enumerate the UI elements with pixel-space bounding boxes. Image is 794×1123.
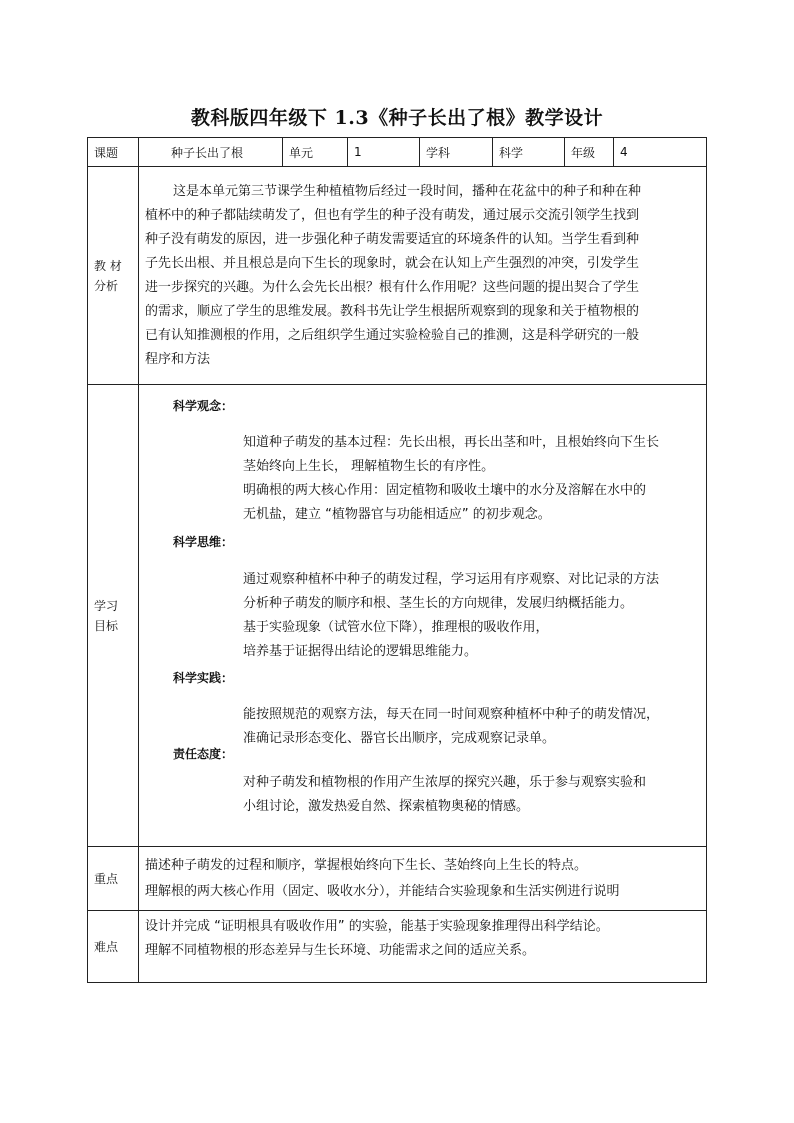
goals-label-line2: 目标 xyxy=(94,618,119,633)
analysis-label-line2: 分析 xyxy=(94,278,119,293)
analysis-row xyxy=(88,167,707,385)
unit-label: 单元 xyxy=(283,138,348,167)
key-point-line: 理解根的两大核心作用（固定、吸收水分），并能结合实验现象和生活实例进行说明 xyxy=(145,883,620,899)
grade-label: 年级 xyxy=(565,138,614,167)
goals-label-line1: 学习 xyxy=(94,598,119,613)
thinking-line: 通过观察种植杯中种子的萌发过程，学习运用有序观察、对比记录的方法 xyxy=(243,572,660,587)
analysis-line: 进一步探究的兴趣。为什么会先长出根？根有什么作用呢？这些问题的提出契合了学生 xyxy=(145,279,640,295)
analysis-line: 子先长出根、并且根总是向下生长的现象时，就会在认知上产生强烈的冲突，引发学生 xyxy=(145,255,640,271)
unit-value: 1 xyxy=(348,138,420,167)
concept-line: 明确根的两大核心作用：固定植物和吸收土壤中的水分及溶解在水中的 xyxy=(243,483,647,498)
difficulties-label: 难点 xyxy=(88,911,139,983)
topic-value: 种子长出了根 xyxy=(139,138,283,167)
analysis-line: 程序和方法 xyxy=(145,351,211,367)
analysis-line: 种子没有萌发的原因，进一步强化种子萌发需要适宜的环境条件的认知。当学生看到种 xyxy=(145,231,640,247)
thinking-line: 培养基于证据得出结论的逻辑思维能力。 xyxy=(243,644,478,659)
header-row xyxy=(88,138,707,167)
attitude-line: 小组讨论，激发热爱自然、探索植物奥秘的情感。 xyxy=(243,799,530,814)
concept-line: 茎始终向上生长， 理解植物生长的有序性。 xyxy=(243,459,495,474)
subject-label: 学科 xyxy=(420,138,493,167)
attitude-heading: 责任态度： xyxy=(173,747,234,761)
difficulty-line: 理解不同植物根的形态差异与生长环境、功能需求之间的适应关系。 xyxy=(145,943,536,958)
analysis-line: 这是本单元第三节课学生种植植物后经过一段时间，播种在花盆中的种子和种在种 xyxy=(173,183,642,199)
thinking-heading: 科学思维： xyxy=(173,535,234,549)
key-point-line: 描述种子萌发的过程和顺序，掌握根始终向下生长、茎始终向上生长的特点。 xyxy=(145,857,588,873)
practice-heading: 科学实践： xyxy=(173,671,234,685)
analysis-line: 的需求，顺应了学生的思维发展。教科书先让学生根据所观察到的现象和关于植物根的 xyxy=(145,303,640,319)
practice-line: 能按照规范的观察方法，每天在同一时间观察种植杯中种子的萌发情况， xyxy=(243,707,660,722)
difficulties-row xyxy=(88,911,707,983)
analysis-text xyxy=(139,167,707,385)
analysis-label xyxy=(88,167,139,385)
goals-row xyxy=(88,385,707,847)
goals-content xyxy=(139,385,707,847)
analysis-line: 已有认知推测根的作用，之后组织学生通过实验检验自己的推测，这是科学研究的一般 xyxy=(145,327,640,343)
difficulty-line: 设计并完成 “证明根具有吸收作用” 的实验，能基于实验现象推理得出科学结论。 xyxy=(145,919,609,934)
practice-line: 准确记录形态变化、器官长出顺序，完成观察记录单。 xyxy=(243,731,556,746)
thinking-line: 分析种子萌发的顺序和根、茎生长的方向规律，发展归纳概括能力。 xyxy=(243,596,634,611)
grade-value: 4 xyxy=(614,138,707,167)
lesson-plan-table xyxy=(87,137,707,983)
goals-label xyxy=(88,385,139,847)
analysis-line: 植杯中的种子都陆续萌发了，但也有学生的种子没有萌发，通过展示交流引领学生找到 xyxy=(145,207,640,223)
concept-heading: 科学观念： xyxy=(173,399,234,413)
page-title: 教科版四年级下 1.3《种子长出了根》教学设计 xyxy=(190,107,604,129)
subject-value: 科学 xyxy=(493,138,565,167)
attitude-line: 对种子萌发和植物根的作用产生浓厚的探究兴趣，乐于参与观察实验和 xyxy=(243,775,647,790)
key-points-text xyxy=(139,847,707,911)
topic-label: 课题 xyxy=(88,138,139,167)
thinking-line: 基于实验现象（试管水位下降），推理根的吸收作用， xyxy=(243,620,549,635)
key-points-label: 重点 xyxy=(88,847,139,911)
concept-line: 知道种子萌发的基本过程：先长出根，再长出茎和叶，且根始终向下生长 xyxy=(243,435,660,450)
analysis-label-line1: 教 材 xyxy=(94,258,122,273)
concept-line: 无机盐，建立 “植物器官与功能相适应” 的初步观念。 xyxy=(243,507,551,522)
key-points-row xyxy=(88,847,707,911)
difficulties-text xyxy=(139,911,707,983)
